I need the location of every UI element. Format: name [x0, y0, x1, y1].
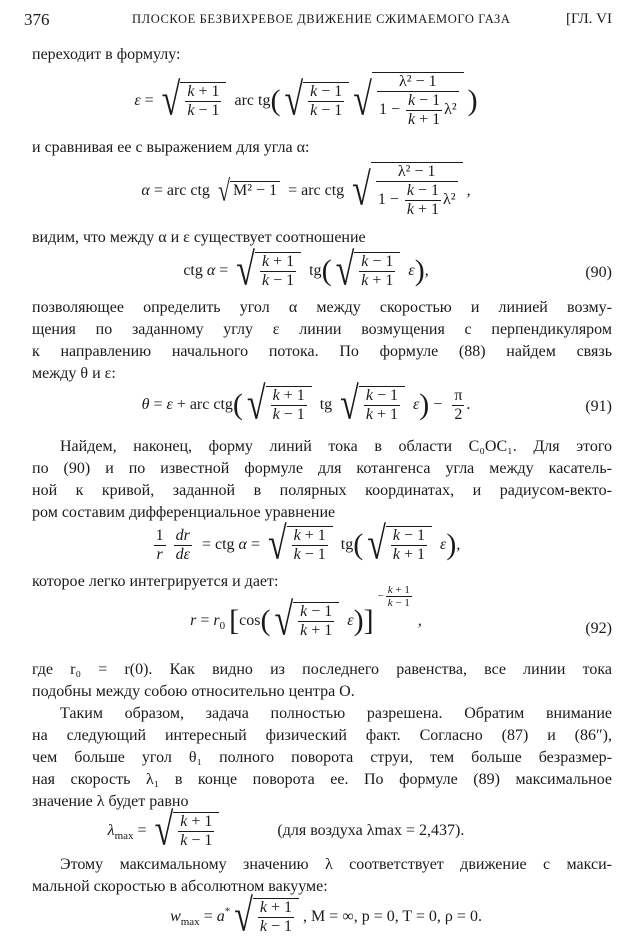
- text-line: ная скорость λ₁ в конце поворота ее. По формуле (89) максимальное: [32, 771, 612, 788]
- text-line: чем больше угол θ₁ полного поворота струи, тем больше безразмер-: [32, 749, 612, 766]
- text-line: Найдем, наконец, форму линий тока в области C₀OC₁. Для этого: [60, 438, 612, 455]
- text-line: на следующий интересный физический факт. Согласно (87) и (86″),: [32, 727, 612, 744]
- chapter-marker: [ГЛ. VI: [565, 11, 612, 27]
- text-line: между θ и ε:: [32, 365, 116, 382]
- text-line: ром составим дифференциальное уравнение: [32, 504, 336, 521]
- equation-alpha: α = arc ctg √ M² − 1 = arc ctg √ λ² − 1 1 − $\frac{k - 1}{k + 1}$ λ² ,: [141, 163, 471, 218]
- equation-92: $r = r_0$ [cos( √ $\frac{k - 1}{k + 1}$ ε)] − $\frac{k + 1}{k - 1}$ , (92): [190, 584, 612, 646]
- vacuum-conditions: , M = ∞, p = 0, T = 0, ρ = 0.: [303, 908, 482, 925]
- equation-number: (90): [585, 264, 612, 281]
- equation-w-max: $w_{max} = a^*$ √ $\frac{k + 1}{k - 1}$ , M = ∞, p = 0, T = 0, ρ = 0.: [170, 891, 482, 942]
- text-line: переходит в формулу:: [32, 46, 181, 63]
- equation-number: (91): [585, 398, 612, 415]
- text-line: видим, что между α и ε существует соотношение: [32, 229, 366, 246]
- text-line: Этому максимальному значению λ соответствует движение с макси-: [60, 856, 612, 873]
- page-header: [24, 8, 612, 32]
- equation-90: ctg α = √ $\frac{k + 1}{k - 1}$ tg( √ $\frac{k - 1}{k + 1}$ ε), (90): [183, 245, 612, 296]
- text-line: подобны между собою относительно центра O.: [32, 683, 355, 700]
- text-line: значение λ будет равно: [32, 793, 189, 810]
- equation-epsilon: ε = √ $\frac{k + 1}{k - 1}$ arc tg( √ $\frac{k - 1}{k - 1}$ √ λ² − 1 1 − $\frac{k - 1}{k + 1}$ λ² ): [134, 73, 478, 128]
- equation-lambda-max: $\lambda_{max}$ = √ $\frac{k + 1}{k - 1}$ (для воздуха λmax = 2,437).: [107, 805, 465, 856]
- equation-91: θ = ε + arc ctg( √ $\frac{k + 1}{k - 1}$ tg √ $\frac{k - 1}{k + 1}$ ε) − $\frac{\pi}{2}$ . (91): [141, 379, 612, 430]
- air-note: (для воздуха λmax = 2,437).: [277, 822, 465, 839]
- equation-number: (92): [585, 620, 612, 637]
- page-number: 376: [24, 10, 50, 29]
- text-line: мальной скоростью в абсолютном вакууме:: [32, 878, 328, 895]
- running-title: ПЛОСКОЕ БЕЗВИХРЕВОЕ ДВИЖЕНИЕ СЖИМАЕМОГО ГАЗА: [132, 12, 511, 26]
- text-line: по (90) и по известной формуле для котангенса угла между касатель-: [32, 460, 612, 477]
- equation-differential: $\frac{1}{r}$ $\frac{dr}{d\varepsilon}$ = ctg α = √ $\frac{k + 1}{k - 1}$ tg( √ $\frac{k - 1}{k + 1}$ ε),: [155, 519, 461, 570]
- text-line: где r₀ = r(0). Как видно из последнего равенства, все линии тока: [32, 661, 612, 678]
- text-line: щения по заданному углу ε линии возмущения с перпендикуляром: [32, 321, 612, 338]
- text-line: и сравнивая ее с выражением для угла α:: [32, 139, 310, 156]
- text-line: которое легко интегрируется и дает:: [32, 573, 279, 590]
- text-line: к направлению начального потока. По формуле (88) найдем связь: [32, 343, 612, 360]
- text-line: Таким образом, задача полностью разрешена. Обратим внимание: [60, 705, 612, 722]
- text-line: ной к кривой, заданной в полярных координатах, и радиусом-векто-: [32, 482, 612, 499]
- text-line: позволяющее определить угол α между скоростью и линией возму-: [32, 299, 612, 316]
